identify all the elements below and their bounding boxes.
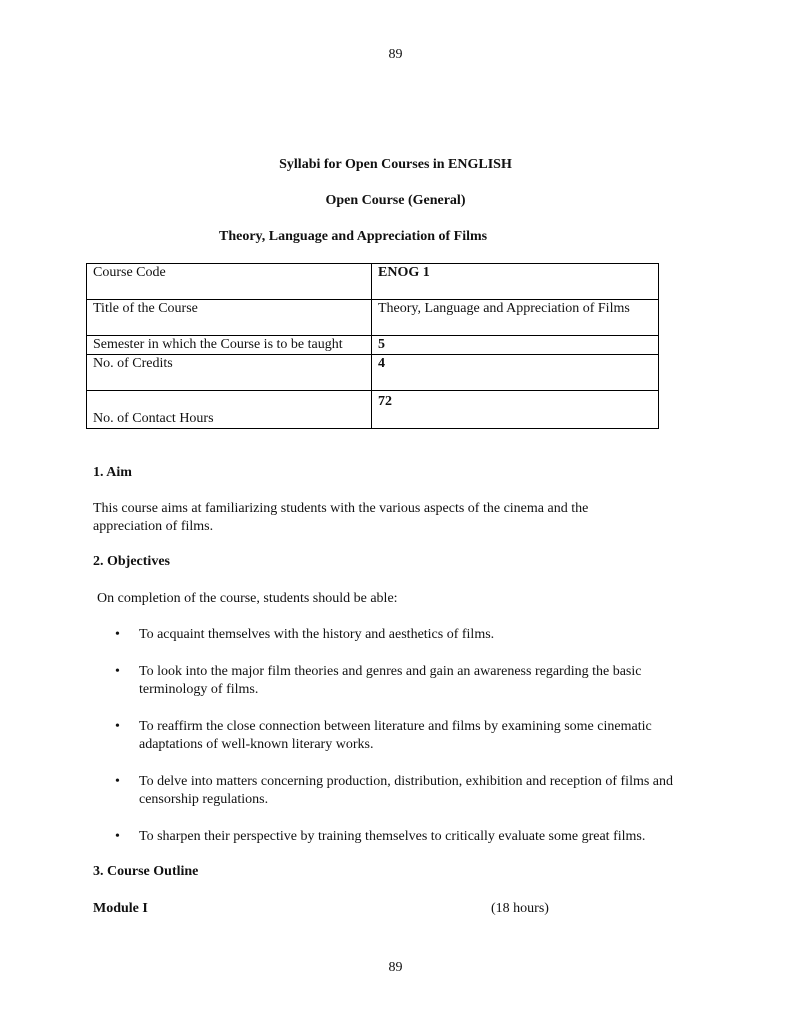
- course-outline-heading: 3. Course Outline: [93, 864, 199, 879]
- objective-text: To sharpen their perspective by training themselves to critically evaluate some great films.: [139, 829, 646, 844]
- aim-text: This course aims at familiarizing students with the various aspects of the cinema and the appreciation of films.: [93, 501, 589, 534]
- syllabus-heading: Syllabi for Open Courses in ENGLISH: [279, 157, 512, 172]
- list-item: [115, 626, 709, 644]
- bullet-icon: •: [115, 664, 120, 679]
- table-label: No. of Contact Hours: [87, 391, 372, 429]
- page-number-top: 89: [388, 47, 403, 62]
- aim-heading: 1. Aim: [93, 465, 132, 480]
- bullet-icon: •: [115, 719, 120, 734]
- list-item: [115, 718, 709, 754]
- course-title-heading: Theory, Language and Appreciation of Films: [219, 229, 488, 244]
- table-value: 5: [372, 336, 659, 355]
- list-item: [115, 663, 709, 699]
- module-hours: (18 hours): [491, 901, 549, 916]
- table-value: ENOG 1: [372, 264, 659, 300]
- table-row: [87, 300, 659, 336]
- table-label: Title of the Course: [87, 300, 372, 336]
- table-value: 72: [372, 391, 659, 429]
- objective-text: To delve into matters concerning production, distribution, exhibition and reception of films and censorship regulations.: [139, 774, 674, 807]
- table-label: No. of Credits: [87, 355, 372, 391]
- bullet-icon: •: [115, 829, 120, 844]
- table-row: [87, 355, 659, 391]
- objectives-intro: On completion of the course, students should be able:: [97, 591, 398, 606]
- objective-text: To acquaint themselves with the history and aesthetics of films.: [139, 627, 495, 642]
- table-row: [87, 264, 659, 300]
- table-row: [87, 391, 659, 429]
- table-row: [87, 336, 659, 355]
- list-item: [115, 828, 709, 846]
- bullet-icon: •: [115, 774, 120, 789]
- table-label: Semester in which the Course is to be taught: [87, 336, 372, 355]
- list-item: [115, 773, 709, 809]
- module-label: Module I: [93, 901, 148, 916]
- objective-text: To look into the major film theories and genres and gain an awareness regarding the basic terminology of films.: [139, 664, 642, 697]
- objective-text: To reaffirm the close connection between literature and films by examining some cinematic adaptations of well-known literary works.: [139, 719, 652, 752]
- table-value: 4: [372, 355, 659, 391]
- bullet-icon: •: [115, 627, 120, 642]
- course-type-heading: Open Course (General): [325, 193, 466, 208]
- page-number-bottom: 89: [388, 960, 403, 975]
- objectives-heading: 2. Objectives: [93, 554, 170, 569]
- table-value: Theory, Language and Appreciation of Films: [372, 300, 659, 336]
- table-label: Course Code: [87, 264, 372, 300]
- course-info-table: [86, 263, 659, 429]
